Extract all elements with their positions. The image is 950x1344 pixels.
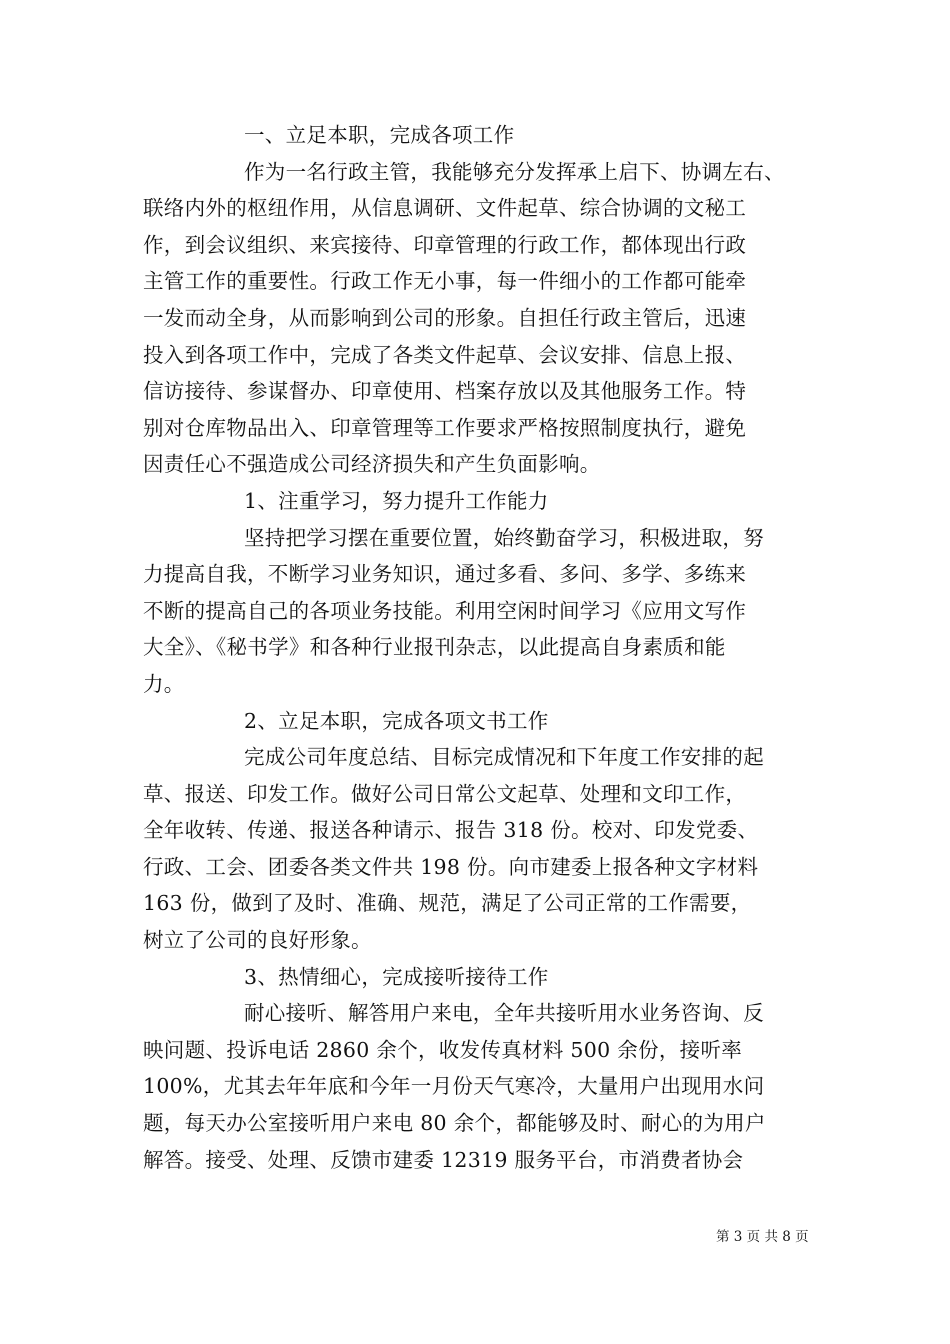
text-line: 大全》、《秘书学》和各种行业报刊杂志，以此提高自身素质和能 xyxy=(143,635,726,660)
paragraph-first-line: 完成公司年度总结、目标完成情况和下年度工作安排的起 xyxy=(244,745,764,770)
text-line: 力。 xyxy=(143,671,185,696)
paragraph-first-line: 1、注重学习，努力提升工作能力 xyxy=(244,488,549,513)
text-line: 一发而动全身，从而影响到公司的形象。自担任行政主管后，迅速 xyxy=(143,305,747,330)
body-text xyxy=(143,117,833,1178)
text-line: 力提高自我，不断学习业务知识，通过多看、多问、多学、多练来 xyxy=(143,562,747,587)
text-line: 因责任心不强造成公司经济损失和产生负面影响。 xyxy=(143,452,601,477)
text-line: 100%，尤其去年年底和今年一月份天气寒冷，大量用户出现用水问 xyxy=(143,1074,765,1099)
text-line: 作，到会议组织、来宾接待、印章管理的行政工作，都体现出行政 xyxy=(143,232,747,257)
page-number: 第 3 页 共 8 页 xyxy=(716,1229,809,1245)
text-line: 投入到各项工作中，完成了各类文件起草、会议安排、信息上报、 xyxy=(143,342,747,367)
text-line: 草、报送、印发工作。做好公司日常公文起草、处理和文印工作， xyxy=(143,781,747,806)
text-line: 树立了公司的良好形象。 xyxy=(143,928,372,953)
text-line: 题，每天办公室接听用户来电 80 余个，都能够及时、耐心的为用户 xyxy=(143,1111,766,1136)
text-line: 163 份，做到了及时、准确、规范，满足了公司正常的工作需要， xyxy=(143,891,752,916)
text-line: 行政、工会、团委各类文件共 198 份。向市建委上报各种文字材料 xyxy=(143,854,759,879)
text-line: 解答。接受、处理、反馈市建委 12319 服务平台，市消费者协会 xyxy=(143,1147,744,1172)
text-line: 全年收转、传递、报送各种请示、报告 318 份。校对、印发党委、 xyxy=(143,818,759,843)
text-line: 不断的提高自己的各项业务技能。利用空闲时间学习《应用文写作 xyxy=(143,598,747,623)
paragraph-first-line: 2、立足本职，完成各项文书工作 xyxy=(244,708,549,733)
paragraph-first-line: 耐心接听、解答用户来电，全年共接听用水业务咨询、反 xyxy=(244,1001,764,1026)
paragraph-first-line: 作为一名行政主管，我能够充分发挥承上启下、协调左右、 xyxy=(244,159,785,184)
text-line: 信访接待、参谋督办、印章使用、档案存放以及其他服务工作。特 xyxy=(143,379,747,404)
text-line: 别对仓库物品出入、印章管理等工作要求严格按照制度执行，避免 xyxy=(143,415,747,440)
text-line: 联络内外的枢纽作用，从信息调研、文件起草、综合协调的文秘工 xyxy=(143,196,747,221)
text-line: 主管工作的重要性。行政工作无小事，每一件细小的工作都可能牵 xyxy=(143,269,747,294)
text-line: 映问题、投诉电话 2860 余个，收发传真材料 500 余份，接听率 xyxy=(143,1037,743,1062)
paragraph-first-line: 3、热情细心，完成接听接待工作 xyxy=(244,964,549,989)
paragraph-first-line: 一、立足本职，完成各项工作 xyxy=(244,123,515,147)
paragraph-first-line: 坚持把学习摆在重要位置，始终勤奋学习，积极进取，努 xyxy=(244,525,764,550)
